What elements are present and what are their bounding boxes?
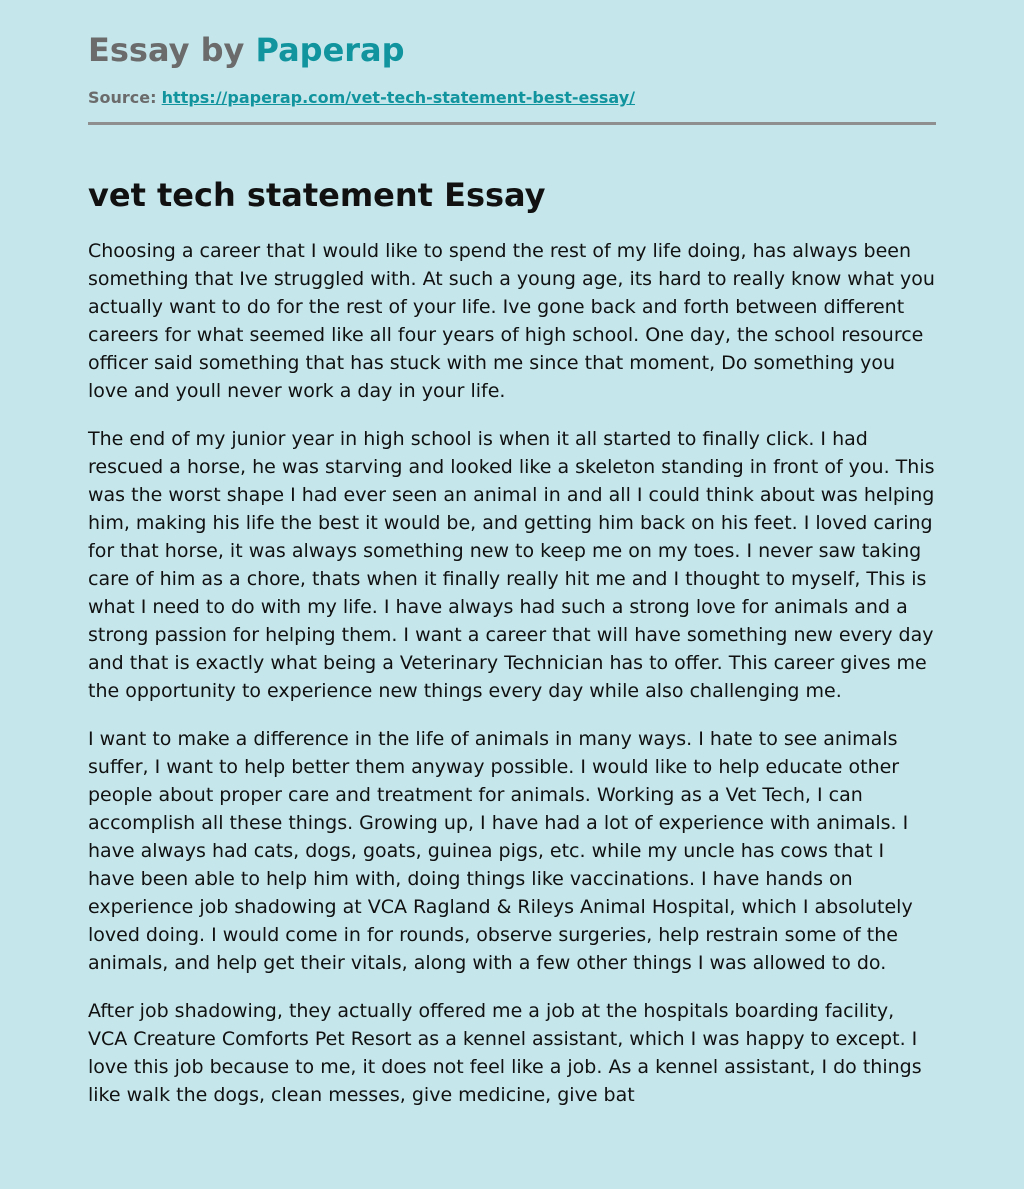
source-label: Source: — [88, 88, 157, 107]
essay-paragraph-3: I want to make a difference in the life of animals in many ways. I hate to see animals suffer, I want to help better them anyway possible. I would like to help educate other people about proper care and treatment for animals. Working as a Vet Tech, I can accomplish all these things. Growing up, I have had a lot of experience with animals. I have always had cats, dogs, goats, guinea pigs, etc. while my uncle has cows that I have been able to help him with, doing things like vaccinations. I have hands on experience job shadowing at VCA Ragland & Rileys Animal Hospital, which I absolutely loved doing. I would come in for rounds, observe surgeries, help restrain some of the animals, and help get their vitals, along with a few other things I was allowed to do. — [88, 728, 913, 974]
essay-paragraph-2: The end of my junior year in high school is when it all started to finally click. I had rescued a horse, he was starving and looked like a skeleton standing in front of you. This was the worst shape I had ever seen an animal in and all I could think about was helping him, making his life the best it would be, and getting him back on his feet. I loved caring for that horse, it was always something new to keep me on my toes. I never saw taking care of him as a chore, thats when it finally really hit me and I thought to myself, This is what I need to do with my life. I have always had such a strong love for animals and a strong passion for helping them. I want a career that will have something new every day and that is exactly what being a Veterinary Technician has to offer. This career gives me the opportunity to experience new things every day while also challenging me. — [88, 428, 935, 702]
brand-name: Paperap — [255, 31, 405, 69]
essay-body — [88, 237, 936, 1109]
essay-title: vet tech statement Essay — [88, 176, 546, 214]
source-link[interactable]: https://paperap.com/vet-tech-statement-best-essay/ — [161, 88, 635, 107]
header-divider — [88, 122, 936, 125]
source-line — [88, 86, 936, 110]
essay-page — [88, 0, 936, 1109]
brand-prefix: Essay by — [88, 31, 256, 69]
essay-paragraph-4: After job shadowing, they actually offered me a job at the hospitals boarding facility, VCA Creature Comforts Pet Resort as a kennel assistant, which I was happy to except. I love this job because to me, it does not feel like a job. As a kennel assistant, I do things like walk the dogs, clean messes, give medicine, give bat — [88, 1000, 922, 1106]
site-brand[interactable] — [88, 30, 936, 70]
essay-paragraph-1: Choosing a career that I would like to spend the rest of my life doing, has always been something that Ive struggled with. At such a young age, its hard to really know what you actually want to do for the rest of your life. Ive gone back and forth between different careers for what seemed like all four years of high school. One day, the school resource officer said something that has stuck with me since that moment, Do something you love and youll never work a day in your life. — [88, 240, 935, 402]
